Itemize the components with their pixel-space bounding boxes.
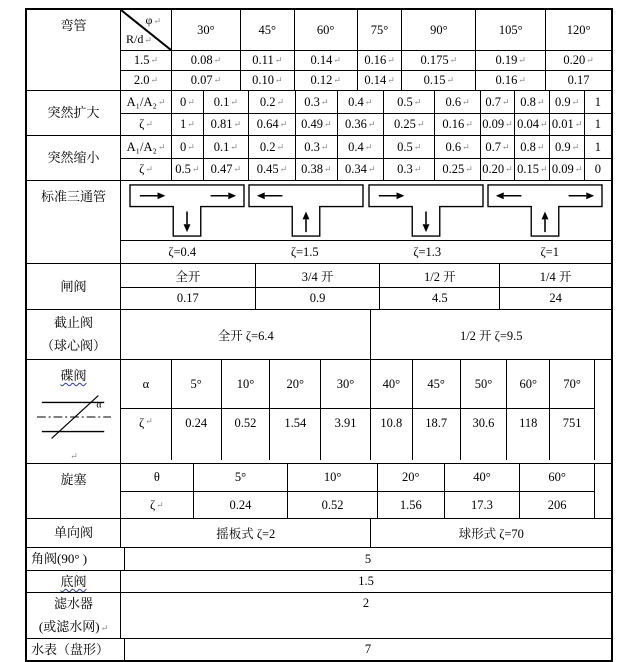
strainer-label-line1: 滤水器 — [53, 596, 93, 612]
expansion-zeta-head: ζ ↵ — [121, 113, 171, 135]
section-globe-valve — [27, 309, 611, 359]
contraction-grid — [121, 136, 611, 180]
butterfly-angle-cell: 20° — [269, 360, 320, 408]
butterfly-valve-grid — [121, 360, 595, 460]
contraction-zeta-cell: 0.25 ↵ — [434, 158, 479, 180]
expansion-ratio-cell: 0.9 ↵ — [549, 91, 583, 113]
contraction-zeta-cell: 0.20 ↵ — [480, 158, 514, 180]
expansion-zeta-cell: 0.01 ↵ — [549, 113, 583, 135]
strainer-label-line2: (或滤水网)↵ — [38, 618, 109, 634]
water-meter-value: 7 — [364, 642, 372, 656]
check-valve-swing-cell: 摇板式 ζ=2 — [216, 527, 276, 541]
expansion-zeta-cell: 0.09 ↵ — [480, 113, 514, 135]
bend-row-head: 1.5 ↵ — [121, 50, 171, 70]
globe-valve-label-line2: （球心阀） — [40, 337, 106, 353]
butterfly-zeta-cell: 3.91 — [320, 408, 370, 460]
bend-grid — [121, 10, 611, 90]
plug-zeta-cell: 0.24 — [193, 491, 288, 518]
expansion-zeta-cell: 0.81 ↵ — [203, 113, 248, 135]
contraction-zeta-cell: 0.3 ↵ — [383, 158, 435, 180]
bend-value-cell: 0.16 ↵ — [357, 50, 402, 70]
section-sudden-contraction — [27, 135, 611, 180]
expansion-ratio-cell: 0.5 ↵ — [383, 91, 435, 113]
expansion-ratio-cell: 0.6 ↵ — [434, 91, 479, 113]
contraction-ratio-cell: 0.9 ↵ — [549, 136, 583, 158]
butterfly-zeta-cell: 10.8 — [370, 408, 412, 460]
contraction-zeta-head: ζ ↵ — [121, 158, 171, 180]
flow-arrow-left — [257, 192, 283, 199]
bend-corner-phi: φ↵ — [145, 13, 161, 27]
bend-value-cell: 0.20 ↵ — [545, 50, 611, 70]
butterfly-zeta-cell: 30.6 — [460, 408, 507, 460]
gate-opening-cell: 3/4 开 — [255, 264, 380, 287]
tee-zeta-value: ζ=0.4 — [168, 244, 197, 259]
contraction-zeta-cell: 0.47 ↵ — [203, 158, 248, 180]
globe-valve-full-open-cell: 全开 ζ=6.4 — [217, 328, 274, 343]
section-butterfly-valve-label — [27, 360, 121, 463]
check-valve-ball-cell: 球形式 ζ=70 — [370, 519, 611, 547]
strainer-value: 2 — [362, 596, 370, 610]
paragraph-mark: ↵ — [70, 450, 78, 461]
bend-angle-header-cell: 75° — [357, 10, 402, 50]
expansion-ratio-cell: 1 — [584, 91, 611, 113]
butterfly-angle-cell: 60° — [506, 360, 549, 408]
flow-arrow-down — [183, 211, 190, 232]
expansion-ratio-cell: 0.7 ↵ — [480, 91, 514, 113]
gate-value-cell: 24 — [499, 287, 611, 309]
flow-arrow-down — [422, 211, 429, 232]
section-foot-valve — [27, 570, 611, 592]
tee-diagram-flow-through-branch-down — [128, 182, 246, 239]
plug-zeta-cell: 206 — [519, 491, 594, 518]
contraction-ratio-head: A₁/A₂ ↵ — [126, 139, 166, 154]
contraction-zeta-cell: 0.45 ↵ — [248, 158, 295, 180]
expansion-ratio-head: A₁/A₂ ↵ — [126, 94, 166, 109]
expansion-zeta-cell: 0.25 ↵ — [383, 113, 435, 135]
expansion-zeta-cell: 1 — [584, 113, 611, 135]
butterfly-angle-cell: 40° — [370, 360, 412, 408]
contraction-zeta-cell: 0.38 ↵ — [295, 158, 337, 180]
section-plug-cock — [27, 463, 611, 518]
contraction-ratio-cell: 0 ↵ — [171, 136, 203, 158]
flow-arrow-up — [542, 211, 549, 232]
plug-zeta-head: ζ ↵ — [121, 491, 193, 518]
contraction-ratio-cell: 0.1 ↵ — [203, 136, 248, 158]
plug-angle-head: θ — [153, 470, 160, 484]
butterfly-zeta-cell: 18.7 — [412, 408, 460, 460]
bend-value-cell: 0.08 ↵ — [171, 50, 240, 70]
section-angle-valve-label: 角阀(90° ) — [27, 548, 125, 570]
expansion-zeta-cell: 1 ↵ — [171, 113, 203, 135]
section-water-meter-label: 水表（盘形） — [27, 639, 125, 660]
expansion-ratio-cell: 0.1 ↵ — [203, 91, 248, 113]
contraction-ratio-cell: 0.5 ↵ — [383, 136, 435, 158]
section-check-valve — [27, 518, 611, 547]
plug-cock-grid — [121, 464, 595, 518]
bend-angle-header-cell: 90° — [401, 10, 475, 50]
expansion-zeta-cell: 0.36 ↵ — [337, 113, 383, 135]
check-valve-grid — [121, 519, 611, 547]
expansion-zeta-cell: 0.64 ↵ — [248, 113, 295, 135]
expansion-ratio-cell: 0.3 ↵ — [295, 91, 337, 113]
bend-value-cell: 0.175 ↵ — [401, 50, 475, 70]
bend-row-head: 2.0 ↵ — [121, 70, 171, 90]
flow-arrow-right — [210, 192, 236, 199]
butterfly-zeta-cell: 0.24 — [171, 408, 221, 460]
bend-value-cell: 0.19 ↵ — [475, 50, 545, 70]
expansion-zeta-cell: 0.49 ↵ — [295, 113, 337, 135]
contraction-ratio-cell: 0.3 ↵ — [295, 136, 337, 158]
section-foot-valve-label — [27, 571, 121, 592]
flow-arrow-right — [569, 192, 595, 199]
butterfly-angle-cell: 45° — [412, 360, 460, 408]
plug-angle-cell: 40° — [444, 464, 520, 491]
tee-diagram-flow-into-branch — [367, 182, 485, 239]
section-gate-valve-label: 闸阀 — [27, 264, 121, 309]
expansion-grid — [121, 91, 611, 135]
bend-value-cell: 0.15 ↵ — [401, 70, 475, 90]
expansion-ratio-cell: 0 ↵ — [171, 91, 203, 113]
tee-diagram-branch-splitting-both-ways — [486, 182, 604, 239]
section-strainer-label — [27, 593, 121, 638]
plug-zeta-cell: 0.52 — [287, 491, 377, 518]
globe-valve-grid — [121, 310, 611, 359]
globe-valve-label-line1: 截止阀 — [53, 315, 93, 331]
section-standard-tee-label: 标准三通管 — [27, 181, 121, 263]
bend-angle-header-cell: 45° — [240, 10, 294, 50]
expansion-ratio-cell: 0.8 ↵ — [514, 91, 549, 113]
tee-zeta-value: ζ=1.3 — [413, 244, 442, 259]
bend-angle-header-cell: 60° — [294, 10, 357, 50]
section-butterfly-valve — [27, 359, 611, 463]
plug-angle-cell: 10° — [287, 464, 377, 491]
bend-angle-header-cell: 30° — [171, 10, 240, 50]
section-bend — [27, 10, 611, 90]
section-strainer — [27, 592, 611, 638]
bend-value-cell: 0.12 ↵ — [294, 70, 357, 90]
contraction-zeta-cell: 0 — [584, 158, 611, 180]
expansion-zeta-cell: 0.16 ↵ — [434, 113, 479, 135]
section-globe-valve-label — [27, 310, 121, 359]
contraction-zeta-cell: 0.5 ↵ — [171, 158, 203, 180]
section-sudden-expansion-label: 突然扩大 — [27, 91, 121, 135]
plug-zeta-cell: 17.3 — [444, 491, 520, 518]
angle-valve-value: 5 — [364, 551, 372, 566]
butterfly-zeta-cell: 1.54 — [269, 408, 320, 460]
bend-value-cell: 0.14 ↵ — [294, 50, 357, 70]
bend-value-cell: 0.11 ↵ — [240, 50, 294, 70]
butterfly-angle-cell: 10° — [221, 360, 270, 408]
contraction-ratio-cell: 1 — [584, 136, 611, 158]
butterfly-angle-head: α — [142, 376, 150, 391]
bend-corner-cell — [121, 10, 171, 50]
contraction-ratio-cell: 0.7 ↵ — [480, 136, 514, 158]
butterfly-zeta-cell: 751 — [549, 408, 594, 460]
contraction-zeta-cell: 0.34 ↵ — [337, 158, 383, 180]
contraction-ratio-cell: 0.6 ↵ — [434, 136, 479, 158]
expansion-ratio-cell: 0.2 ↵ — [248, 91, 295, 113]
flow-arrow-up — [303, 211, 310, 232]
butterfly-valve-label-text: 碟阀 — [60, 368, 87, 383]
gate-value-cell: 0.17 — [121, 287, 255, 309]
contraction-ratio-cell: 0.8 ↵ — [514, 136, 549, 158]
gate-value-cell: 4.5 — [379, 287, 499, 309]
bend-corner-rd: R/d↵ — [126, 32, 152, 46]
bend-angle-header-cell: 105° — [475, 10, 545, 50]
section-check-valve-label: 单向阀 — [27, 519, 121, 547]
tee-zeta-value: ζ=1 — [540, 244, 559, 259]
valve-angle-symbol: α — [95, 398, 102, 410]
gate-valve-grid — [121, 264, 611, 309]
expansion-zeta-cell: 0.04 ↵ — [514, 113, 549, 135]
tee-diagram-branch-up-exit-left — [247, 182, 365, 239]
section-gate-valve — [27, 263, 611, 309]
bend-value-cell: 0.17 — [545, 70, 611, 90]
local-resistance-coefficient-table — [25, 8, 613, 662]
bend-value-cell: 0.16 ↵ — [475, 70, 545, 90]
plug-angle-cell: 5° — [193, 464, 288, 491]
foot-valve-label-text: 底阀 — [60, 573, 87, 589]
foot-valve-value: 1.5 — [358, 574, 374, 588]
contraction-zeta-cell: 0.15 ↵ — [514, 158, 549, 180]
plug-angle-cell: 60° — [519, 464, 594, 491]
butterfly-angle-cell: 5° — [171, 360, 221, 408]
tee-zeta-row — [121, 241, 611, 263]
gate-opening-cell: 全开 — [175, 269, 201, 284]
butterfly-zeta-cell: 0.52 — [221, 408, 270, 460]
section-plug-cock-label: 旋塞 — [27, 464, 121, 518]
section-standard-tee — [27, 180, 611, 263]
butterfly-zeta-cell: 118 — [506, 408, 549, 460]
gate-opening-cell: 1/2 开 — [379, 264, 499, 287]
section-angle-valve — [27, 547, 611, 570]
bend-value-cell: 0.10 ↵ — [240, 70, 294, 90]
butterfly-valve-diagram — [36, 392, 112, 442]
gate-value-cell: 0.9 — [255, 287, 380, 309]
tee-zeta-value: ζ=1.5 — [290, 244, 319, 259]
butterfly-angle-cell: 50° — [460, 360, 507, 408]
section-sudden-expansion — [27, 90, 611, 135]
butterfly-angle-cell: 30° — [320, 360, 370, 408]
contraction-ratio-cell: 0.4 ↵ — [337, 136, 383, 158]
plug-angle-cell: 20° — [377, 464, 444, 491]
globe-valve-half-open-cell: 1/2 开 ζ=9.5 — [370, 310, 611, 359]
flow-arrow-left — [496, 192, 522, 199]
gate-opening-cell: 1/4 开 — [499, 264, 611, 287]
section-sudden-contraction-label: 突然缩小 — [27, 136, 121, 180]
plug-zeta-cell: 1.56 — [377, 491, 444, 518]
bend-value-cell: 0.14 ↵ — [357, 70, 402, 90]
tee-diagrams-row — [121, 181, 611, 241]
butterfly-angle-cell: 70° — [549, 360, 594, 408]
bend-value-cell: 0.07 ↵ — [171, 70, 240, 90]
flow-arrow-right — [140, 192, 166, 199]
expansion-ratio-cell: 0.4 ↵ — [337, 91, 383, 113]
contraction-zeta-cell: 0.09 ↵ — [549, 158, 583, 180]
bend-angle-header-cell: 120° — [545, 10, 611, 50]
contraction-ratio-cell: 0.2 ↵ — [248, 136, 295, 158]
section-bend-label: 弯管 — [27, 10, 121, 90]
flow-arrow-right — [379, 192, 405, 199]
butterfly-zeta-head: ζ ↵ — [121, 408, 171, 460]
